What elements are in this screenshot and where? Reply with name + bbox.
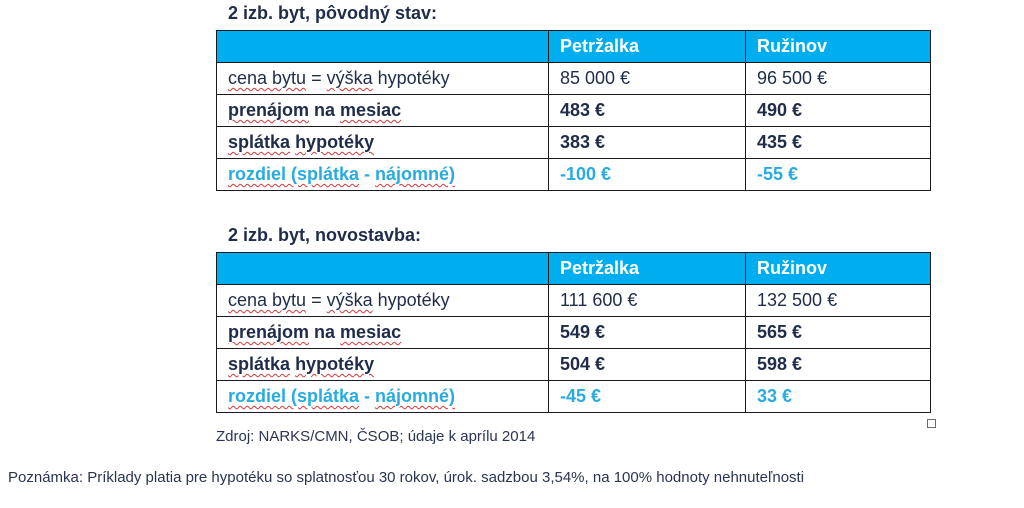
table-row-rent	[217, 95, 931, 127]
row-label: splátka hypotéky	[217, 127, 549, 159]
header-cell-petrzalka: Petržalka	[549, 31, 746, 63]
source-caption: Zdroj: NARKS/CMN, ČSOB; údaje k aprílu 2014	[216, 428, 536, 445]
header-cell-empty	[217, 31, 549, 63]
cell-ruzinov: 565 €	[746, 317, 931, 349]
table-resize-handle[interactable]	[927, 419, 936, 428]
row-label: prenájom na mesiac	[217, 95, 549, 127]
section-title-original: 2 izb. byt, pôvodný stav:	[228, 3, 438, 23]
cell-petrzalka: 111 600 €	[549, 285, 746, 317]
cell-ruzinov: 33 €	[746, 381, 931, 413]
footnote: Poznámka: Príklady platia pre hypotéku so splatnosťou 30 rokov, úrok. sadzbou 3,54%, na 100% hodnoty nehnuteľnosti	[8, 469, 805, 486]
row-label: rozdiel (splátka - nájomné)	[217, 159, 549, 191]
cell-petrzalka: 504 €	[549, 349, 746, 381]
row-label: cena bytu = výška hypotéky	[217, 63, 549, 95]
cell-petrzalka: 549 €	[549, 317, 746, 349]
table-row-difference	[217, 159, 931, 191]
cell-ruzinov: 490 €	[746, 95, 931, 127]
cell-petrzalka: -100 €	[549, 159, 746, 191]
table-row-price	[217, 63, 931, 95]
table-row-price	[217, 285, 931, 317]
cell-ruzinov: 435 €	[746, 127, 931, 159]
table-new-build-flat	[216, 252, 931, 413]
table-row-installment	[217, 127, 931, 159]
header-cell-ruzinov: Ružinov	[746, 31, 931, 63]
cell-ruzinov: -55 €	[746, 159, 931, 191]
table-original-flat	[216, 30, 931, 191]
cell-ruzinov: 132 500 €	[746, 285, 931, 317]
section-title-new-build: 2 izb. byt, novostavba:	[228, 225, 422, 245]
cell-ruzinov: 598 €	[746, 349, 931, 381]
table-header-row	[217, 31, 931, 63]
row-label: splátka hypotéky	[217, 349, 549, 381]
row-label: rozdiel (splátka - nájomné)	[217, 381, 549, 413]
header-cell-petrzalka: Petržalka	[549, 253, 746, 285]
table-row-rent	[217, 317, 931, 349]
header-cell-ruzinov: Ružinov	[746, 253, 931, 285]
table-row-installment	[217, 349, 931, 381]
cell-petrzalka: 483 €	[549, 95, 746, 127]
cell-petrzalka: 383 €	[549, 127, 746, 159]
table-header-row	[217, 253, 931, 285]
header-cell-empty	[217, 253, 549, 285]
row-label: cena bytu = výška hypotéky	[217, 285, 549, 317]
cell-ruzinov: 96 500 €	[746, 63, 931, 95]
row-label: prenájom na mesiac	[217, 317, 549, 349]
cell-petrzalka: 85 000 €	[549, 63, 746, 95]
cell-petrzalka: -45 €	[549, 381, 746, 413]
table-row-difference	[217, 381, 931, 413]
